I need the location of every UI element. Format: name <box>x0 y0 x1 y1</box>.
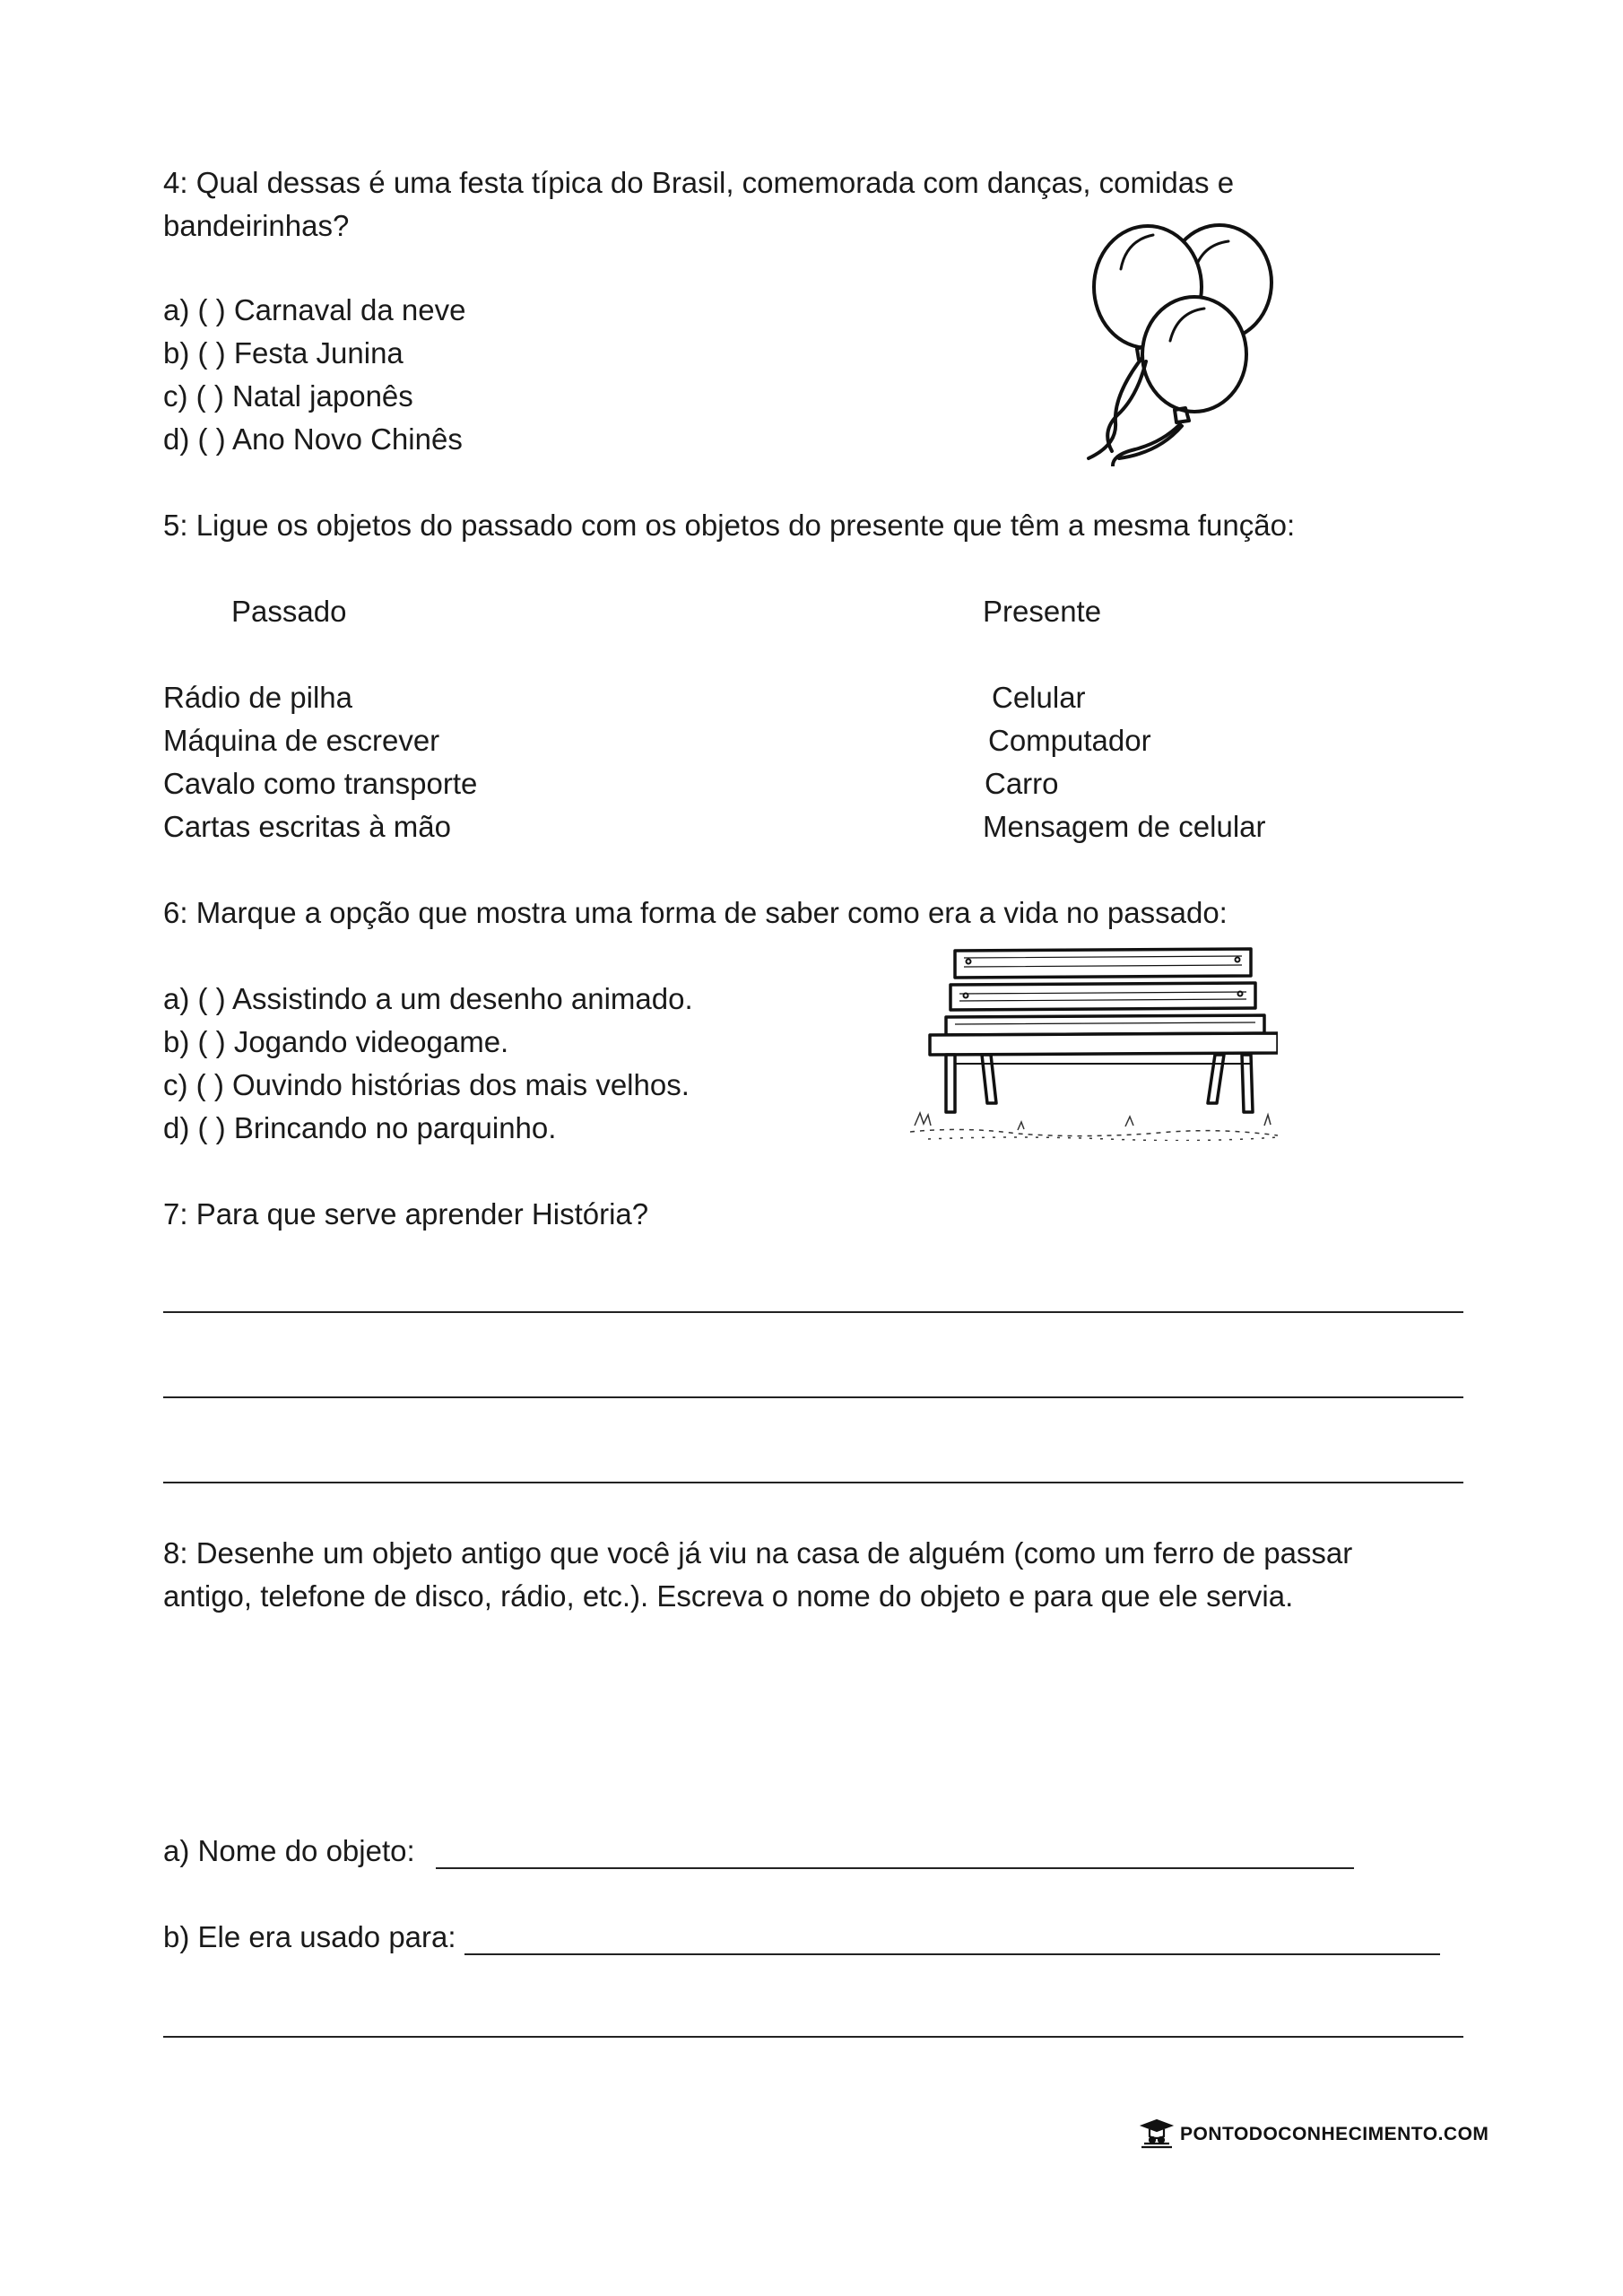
q6-option-c[interactable]: c) ( ) Ouvindo histórias dos mais velhos. <box>163 1068 690 1101</box>
q7-answer-line-2[interactable] <box>163 1396 1463 1398</box>
q4-option-b[interactable]: b) ( ) Festa Junina <box>163 336 404 370</box>
q8-name-label: a) Nome do objeto: <box>163 1834 415 1867</box>
q7-answer-line-3[interactable] <box>163 1482 1463 1483</box>
balloons-illustration <box>1040 220 1300 466</box>
q5-past-item[interactable]: Rádio de pilha <box>163 681 352 714</box>
q5-past-item[interactable]: Máquina de escrever <box>163 724 440 757</box>
q5-past-item[interactable]: Cavalo como transporte <box>163 767 478 800</box>
q5-past-item[interactable]: Cartas escritas à mão <box>163 810 451 843</box>
q8-question: 8: Desenhe um objeto antigo que você já viu na casa de alguém (como um ferro de passar antigo, telefone de disco, rádio, etc.). Escreva o nome do objeto e para que ele servia. <box>163 1536 1353 1613</box>
q8-use-answer-line[interactable] <box>464 1953 1440 1955</box>
q5-present-item[interactable]: Celular <box>992 681 1086 714</box>
q5-present-item[interactable]: Carro <box>985 767 1059 800</box>
q4-question: 4: Qual dessas é uma festa típica do Brasil, comemorada com danças, comidas e bandeirinhas? <box>163 166 1235 242</box>
q7-answer-line-1[interactable] <box>163 1311 1463 1313</box>
q4-option-d[interactable]: d) ( ) Ano Novo Chinês <box>163 422 463 456</box>
park-bench-illustration <box>910 942 1278 1141</box>
q6-option-a[interactable]: a) ( ) Assistindo a um desenho animado. <box>163 982 693 1015</box>
q4-option-a[interactable]: a) ( ) Carnaval da neve <box>163 293 466 326</box>
graduation-cap-logo-icon <box>1139 2118 1175 2151</box>
q6-option-d[interactable]: d) ( ) Brincando no parquinho. <box>163 1111 557 1144</box>
q5-question: 5: Ligue os objetos do passado com os objetos do presente que têm a mesma função: <box>163 509 1296 542</box>
footer-logo[interactable] <box>1139 2118 1488 2151</box>
q5-header-past: Passado <box>231 595 347 628</box>
q8-name-answer-line[interactable] <box>436 1867 1354 1869</box>
q8-extra-answer-line[interactable] <box>163 2036 1463 2038</box>
q6-question: 6: Marque a opção que mostra uma forma de saber como era a vida no passado: <box>163 896 1228 929</box>
q5-present-item[interactable]: Computador <box>988 724 1151 757</box>
q5-header-present: Presente <box>983 595 1102 628</box>
q6-option-b[interactable]: b) ( ) Jogando videogame. <box>163 1025 509 1058</box>
footer-logo-text: PONTODOCONHECIMENTO.COM <box>1180 2124 1489 2144</box>
q7-question: 7: Para que serve aprender História? <box>163 1197 649 1231</box>
q5-present-item[interactable]: Mensagem de celular <box>983 810 1266 843</box>
q4-option-c[interactable]: c) ( ) Natal japonês <box>163 379 413 413</box>
q8-use-label: b) Ele era usado para: <box>163 1920 456 1953</box>
